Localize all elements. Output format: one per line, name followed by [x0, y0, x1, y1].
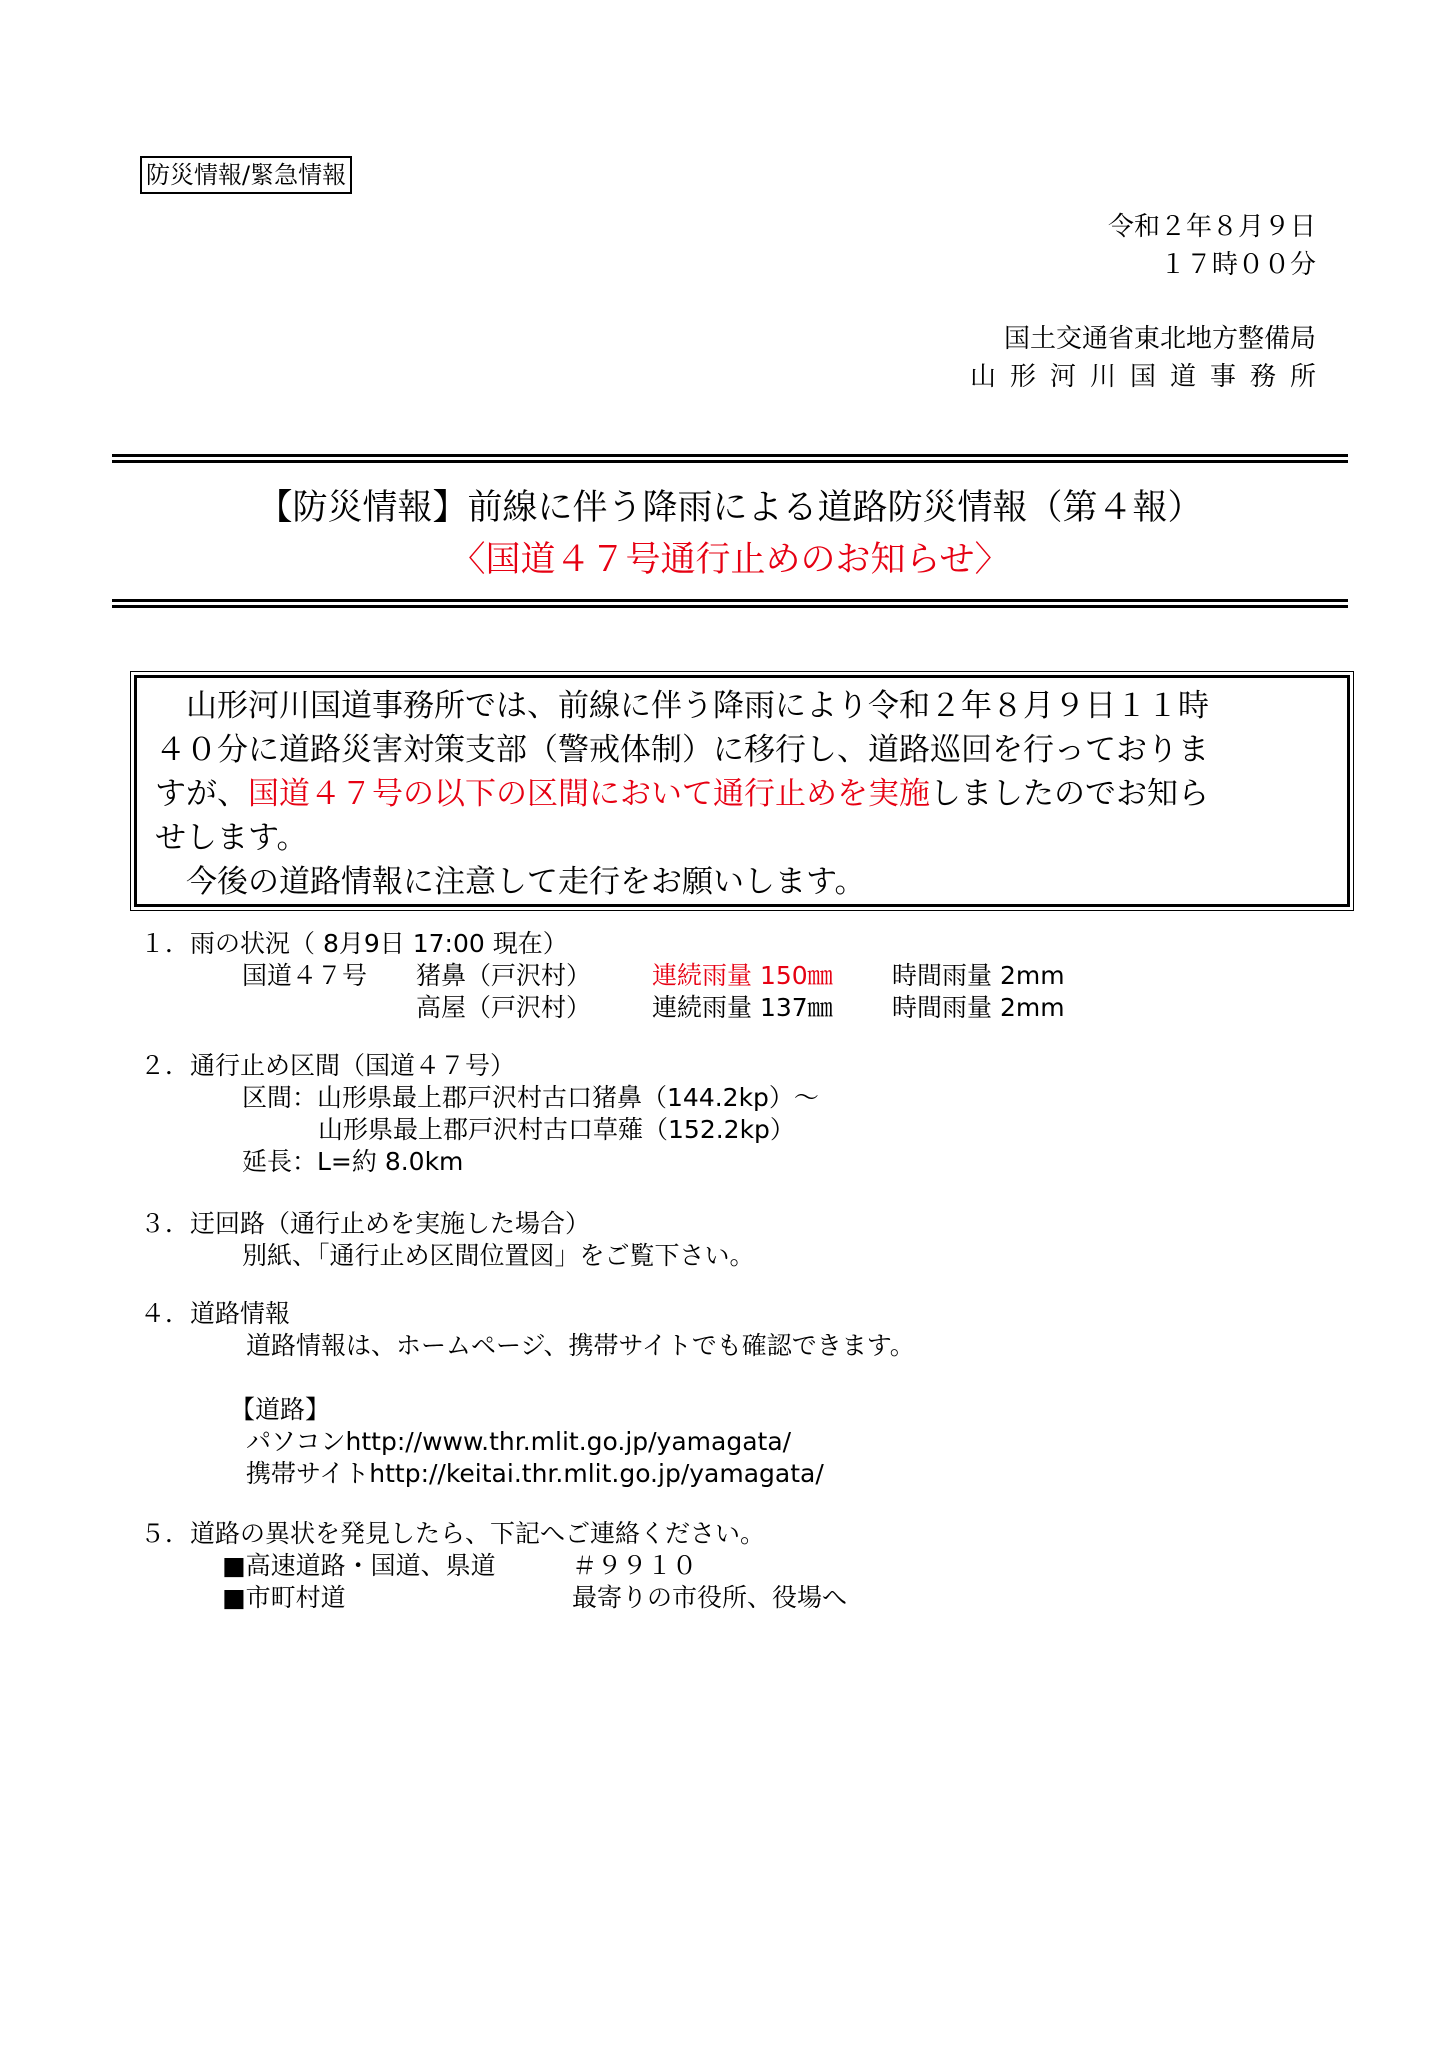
contact-municipal-value: 最寄りの市役所、役場へ — [572, 1583, 848, 1612]
rain-hourly-1: 時間雨量 2mm — [892, 961, 1065, 990]
section-5-heading: ５．道路の異状を発見したら、下記へご連絡ください。 — [140, 1519, 766, 1548]
closure-section-2: 山形県最上郡戸沢村古口草薙（152.2kp） — [318, 1115, 795, 1144]
issuer — [969, 320, 1330, 396]
closure-section-1: 区間：山形県最上郡戸沢村古口猪鼻（144.2kp）～ — [242, 1083, 819, 1112]
rain-hourly-2: 時間雨量 2mm — [892, 993, 1065, 1022]
notice-highlight: 国道４７号の以下の区間において通行止めを実施 — [248, 776, 930, 812]
notice-box — [134, 675, 1350, 907]
notice-line-3-pre: すが、 — [155, 776, 248, 812]
title-rule-top — [112, 454, 1348, 463]
page-subtitle: 〈国道４７号通行止めのお知らせ〉 — [450, 540, 1010, 580]
closure-length: 延長：L=約 8.0km — [242, 1147, 464, 1176]
rain-place-2: 高屋（戸沢村） — [416, 993, 592, 1022]
road-label: 【道路】 — [230, 1395, 331, 1424]
section-4-heading: ４．道路情報 — [140, 1299, 291, 1328]
pc-url-link[interactable]: パソコンhttp://www.thr.mlit.go.jp/yamagata/ — [246, 1427, 792, 1456]
title-rule-bottom — [112, 599, 1348, 608]
notice-line-3 — [155, 772, 1325, 816]
notice-line-4: せします。 — [155, 820, 308, 856]
section-2-heading: ２．通行止め区間（国道４７号） — [140, 1051, 516, 1080]
detour-text: 別紙、「通行止め区間位置図」をご覧下さい。 — [242, 1241, 755, 1270]
issue-day: 令和２年８月９日 — [1107, 212, 1316, 242]
road-info-text: 道路情報は、ホームページ、携帯サイトでも確認できます。 — [246, 1331, 915, 1360]
rain-route: 国道４７号 — [242, 961, 368, 990]
page-title: 【防災情報】前線に伴う降雨による道路防災情報（第４報） — [257, 488, 1203, 528]
issuer-ministry: 国土交通省東北地方整備局 — [1003, 324, 1316, 354]
category-tag: 防災情報/緊急情報 — [140, 156, 352, 194]
notice-line-5: 今後の道路情報に注意して走行をお願いします。 — [155, 864, 866, 900]
notice-line-3-post: しましたのでお知ら — [930, 776, 1209, 812]
contact-highway-label: ■高速道路・国道、県道 — [222, 1551, 496, 1580]
rain-place-1: 猪鼻（戸沢村） — [416, 961, 592, 990]
issue-date — [1108, 208, 1316, 284]
mobile-url-link[interactable]: 携帯サイトhttp://keitai.thr.mlit.go.jp/yamagata/ — [246, 1459, 824, 1488]
section-1-heading: １．雨の状況（ 8月9日 17:00 現在） — [140, 929, 568, 958]
contact-highway-number: ＃９９１０ — [572, 1551, 698, 1580]
contact-municipal-label: ■市町村道 — [222, 1583, 346, 1612]
notice-line-2: ４０分に道路災害対策支部（警戒体制）に移行し、道路巡回を行っておりま — [155, 732, 1209, 768]
issuer-office: 山形河川国道事務所 — [969, 362, 1330, 392]
rain-continuous-1: 連続雨量 150㎜ — [652, 961, 833, 990]
section-3-heading: ３．迂回路（通行止めを実施した場合） — [140, 1209, 591, 1238]
rain-continuous-2: 連続雨量 137㎜ — [652, 993, 833, 1022]
issue-time: １７時００分 — [1159, 250, 1316, 280]
notice-line-1: 山形河川国道事務所では、前線に伴う降雨により令和２年８月９日１１時 — [155, 688, 1209, 724]
